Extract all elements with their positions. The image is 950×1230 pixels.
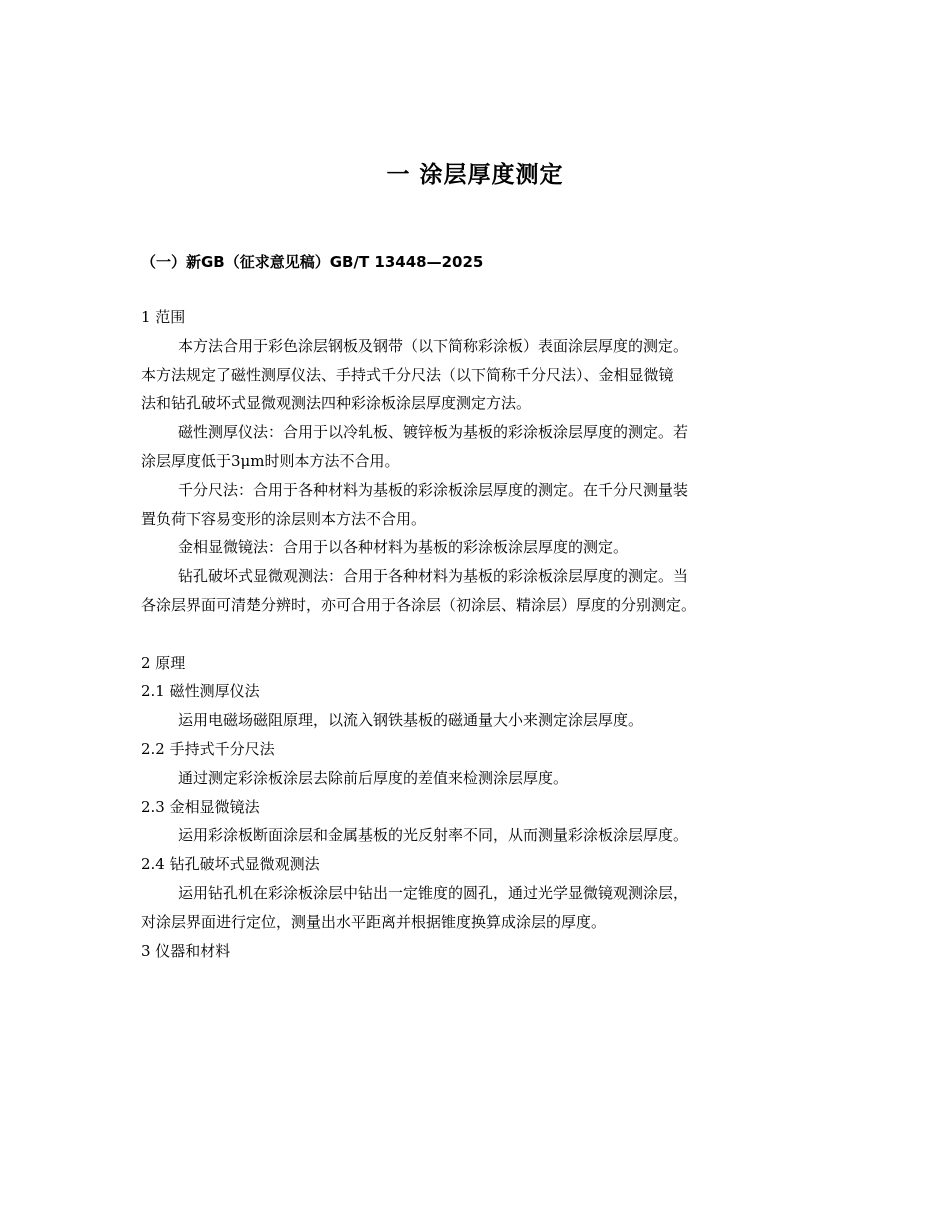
- text-line-s1-p2-l1: 磁性测厚仪法：合用于以冷轧板、镀锌板为基板的彩涂板涂层厚度的测定。若: [178, 423, 689, 442]
- text-line-s1-p3-l1: 千分尺法：合用于各种材料为基板的彩涂板涂层厚度的测定。在千分尺测量装: [178, 480, 689, 499]
- section-heading-s2-3-heading: 2.3 金相显微镜法: [141, 797, 260, 816]
- standard-subtitle: （一）新GB（征求意见稿）GB/T 13448—2025: [141, 253, 484, 271]
- text-line-s1-p1-l3: 法和钻孔破坏式显微观测法四种彩涂板涂层厚度测定方法。: [141, 394, 532, 413]
- document-body: [141, 303, 831, 965]
- text-line-s2-4-p1-l2: 对涂层界面进行定位，测量出水平距离并根据锥度换算成涂层的厚度。: [141, 912, 607, 931]
- section-heading-s2-2-heading: 2.2 手持式千分尺法: [141, 739, 275, 758]
- section-heading-s3-heading: 3 仪器和材料: [141, 941, 231, 960]
- text-line-s1-p1-l2: 本方法规定了磁性测厚仪法、手持式千分尺法（以下简称千分尺法）、金相显微镜: [141, 365, 674, 384]
- text-line-s1-p3-l2: 置负荷下容易变形的涂层则本方法不合用。: [141, 509, 427, 528]
- text-line-s2-4-p1-l1: 运用钻孔机在彩涂板涂层中钻出一定锥度的圆孔，通过光学显微镜观测涂层，: [178, 883, 689, 902]
- section-heading-s2-4-heading: 2.4 钻孔破坏式显微观测法: [141, 855, 320, 874]
- section-heading-s2-1-heading: 2.1 磁性测厚仪法: [141, 682, 260, 701]
- text-line-s1-p5-l1: 钻孔破坏式显微观测法：合用于各种材料为基板的彩涂板涂层厚度的测定。当: [178, 567, 689, 586]
- document-title: 一 涂层厚度测定: [386, 162, 564, 188]
- text-line-s1-p5-l2: 各涂层界面可清楚分辨时，亦可合用于各涂层（初涂层、精涂层）厚度的分别测定。: [141, 595, 697, 614]
- text-line-s2-2-p1: 通过测定彩涂板涂层去除前后厚度的差值来检测涂层厚度。: [178, 768, 569, 787]
- text-line-s1-p1-l1: 本方法合用于彩色涂层钢板及钢带（以下简称彩涂板）表面涂层厚度的测定。: [178, 336, 689, 355]
- section-heading-s2-heading: 2 原理: [141, 653, 186, 672]
- text-line-s2-1-p1: 运用电磁场磁阻原理，以流入钢铁基板的磁通量大小来测定涂层厚度。: [178, 711, 644, 730]
- section-heading-s1-heading: 1 范围: [141, 308, 186, 326]
- paragraph-gap: [141, 620, 831, 649]
- text-line-s1-p2-l2: 涂层厚度低于3μm时则本方法不合用。: [141, 451, 400, 470]
- text-line-s2-3-p1: 运用彩涂板断面涂层和金属基板的光反射率不同，从而测量彩涂板涂层厚度。: [178, 826, 689, 845]
- text-line-s1-p4-l1: 金相显微镜法：合用于以各种材料为基板的彩涂板涂层厚度的测定。: [178, 538, 629, 557]
